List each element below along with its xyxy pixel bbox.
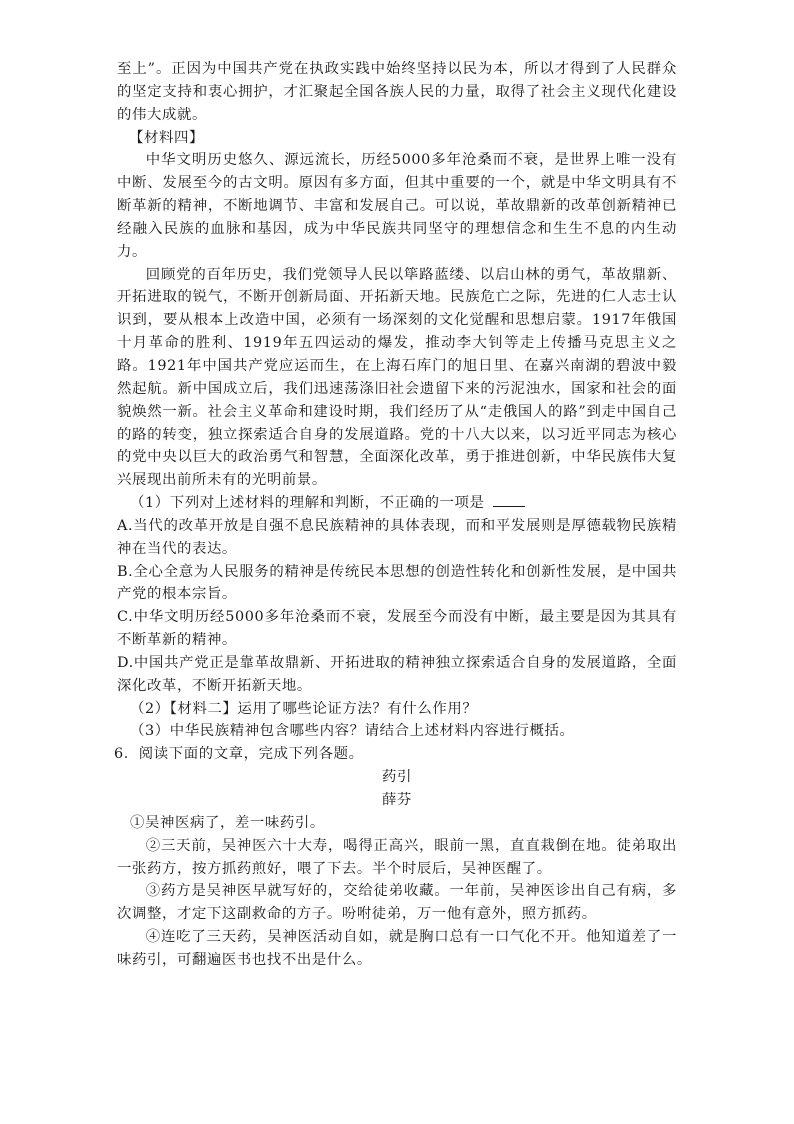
paragraph-material4-1: 中华文明历史悠久、源远流长，历经5000多年沧桑而不衰，是世界上唯一没有中断、发展至今的古文明。原因有多方面，但其中重要的一个，就是中华文明具有不断革新的精神，不断地调节、丰富和发展自己。可以说，革故鼎新的改革创新精神已经融入民族的血脉和基因，成为中华民族共同坚守的理想信念和生生不息的内生动力。 — [117, 152, 677, 260]
answer-blank[interactable] — [493, 492, 525, 507]
article-paragraph-2: ②三天前，吴神医六十大寿，喝得正高兴，眼前一黑，直直栽倒在地。徒弟取出一张药方，按方抓药煎好，喂了下去。半个时辰后，吴神医醒了。 — [117, 837, 677, 877]
article-paragraph-3: ③药方是吴神医早就写好的，交给徒弟收藏。一年前，吴神医诊出自己有病，多次调整，才定下这副救命的方子。吩咐徒弟，万一他有意外，照方抓药。 — [117, 883, 677, 923]
question-1 — [117, 492, 677, 515]
question-3: （3）中华民族精神包含哪些内容？请结合上述材料内容进行概括。 — [130, 723, 575, 740]
article-paragraph-1: ①吴神医病了，差一味药引。 — [130, 814, 325, 831]
document-page — [114, 58, 677, 972]
article-title: 药引 — [382, 769, 412, 786]
article-author: 薛芬 — [382, 792, 412, 808]
option-b: B.全心全意为人民服务的精神是传统民本思想的创造性转化和创新性发展，是中国共产党的根本宗旨。 — [117, 563, 677, 603]
question-2: （2）【材料二】运用了哪些论证方法？有什么作用？ — [130, 700, 478, 717]
question-1-text: （1）下列对上述材料的理解和判断，不正确的一项是 — [130, 495, 485, 512]
material4-heading: 【材料四】 — [129, 129, 204, 146]
option-a: A.当代的改革开放是自强不息民族精神的具体表现，而和平发展则是厚德载物民族精神在当代的表达。 — [117, 517, 677, 557]
article-paragraph-4: ④连吃了三天药，吴神医活动自如，就是胸口总有一口气化不开。他知道差了一味药引，可翻遍医书也找不出是什么。 — [117, 929, 677, 968]
section-6-intro: 6．阅读下面的文章，完成下列各题。 — [114, 746, 364, 763]
option-c: C.中华文明历经5000多年沧桑而不衰，发展至今而没有中断，最主要是因为其具有不断革新的精神。 — [117, 609, 677, 649]
option-d: D.中国共产党正是靠革故鼎新、开拓进取的精神独立探索适合自身的发展道路，全面深化改革，不断开拓新天地。 — [117, 654, 677, 694]
paragraph-material4-2: 回顾党的百年历史，我们党领导人民以筚路蓝缕、以启山林的勇气，革故鼎新、开拓进取的锐气，不断开创新局面、开拓新天地。民族危亡之际，先进的仁人志士认识到，要从根本上改造中国，必须有一场深刻的文化觉醒和思想启蒙。1917年俄国十月革命的胜利、1919年五四运动的爆发，推动李大钊等走上传播马克思主义之路。1921年中国共产党应运而生，在上海石库门的旭日里、在嘉兴南湖的碧波中毅然起航。新中国成立后，我们迅速荡涤旧社会遗留下来的污泥浊水，国家和社会的面貌焕然一新。社会主义革命和建设时期，我们经历了从“走俄国人的路”到走中国自己的路的转变，独立探索适合自身的发展道路。党的十八大以来，以习近平同志为核心的党中央以巨大的政治勇气和智慧，全面深化改革，勇于推进创新，中华民族伟大复兴展现出前所未有的光明前景。 — [117, 266, 677, 489]
paragraph-material3-end: 至上”。正因为中国共产党在执政实践中始终坚持以民为本，所以才得到了人民群众的坚定支持和衷心拥护，才汇聚起全国各族人民的力量，取得了社会主义现代化建设的伟大成就。 — [117, 61, 677, 123]
